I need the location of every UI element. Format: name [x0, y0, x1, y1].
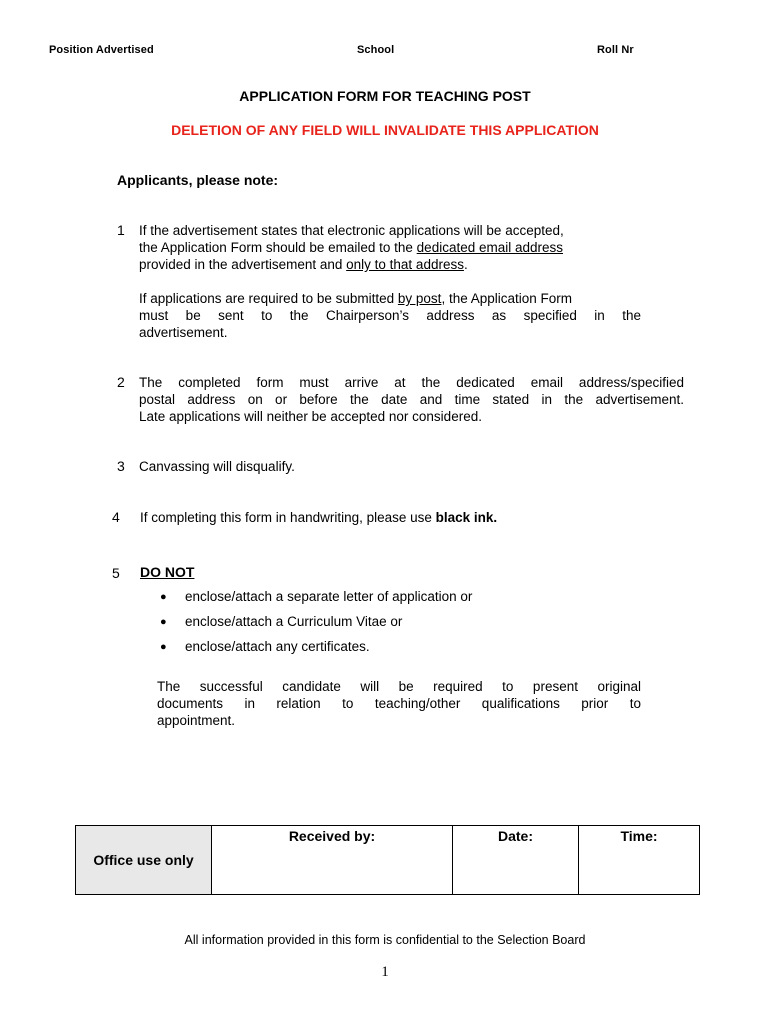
item-1-line-3: provided in the advertisement and only to that address. [139, 257, 468, 272]
notes-heading: Applicants, please note: [117, 172, 279, 188]
item-2-line-3: Late applications will neither be accepted nor considered. [139, 409, 482, 424]
item-1-post-line-2: must be sent to the Chairperson’s address as specified in the [139, 308, 641, 323]
office-use-label: Office use only [93, 852, 194, 868]
item-4-text: If completing this form in handwriting, please use black ink. [140, 510, 498, 525]
item-5-number: 5 [112, 565, 120, 581]
item-4-number: 4 [112, 509, 120, 525]
item-1-line-1: If the advertisement states that electronic applications will be accepted, [139, 223, 564, 238]
do-not-heading: DO NOT [140, 564, 195, 580]
dedicated-email-underlined: dedicated email address [416, 240, 564, 255]
date-cell[interactable] [453, 826, 579, 895]
school-label: School [357, 44, 395, 56]
bullet-icon: ● [160, 640, 167, 653]
item-3-number: 3 [117, 458, 125, 474]
only-address-underlined: only to that address [346, 257, 464, 272]
roll-nr-label: Roll Nr [597, 44, 634, 56]
deletion-warning: DELETION OF ANY FIELD WILL INVALIDATE THIS APPLICATION [171, 122, 599, 138]
bullet-icon: ● [160, 615, 167, 628]
closing-line-2: documents in relation to teaching/other qualifications prior to [157, 696, 641, 711]
confidentiality-footer: All information provided in this form is confidential to the Selection Board [184, 933, 586, 947]
list-item: ● enclose/attach a separate letter of application or [160, 589, 473, 604]
form-title: APPLICATION FORM FOR TEACHING POST [239, 88, 531, 104]
item-1-text [139, 222, 641, 273]
page-number: 1 [381, 964, 389, 980]
item-2-line-2: postal address on or before the date and time stated in the advertisement. [139, 392, 684, 407]
closing-line-1: The successful candidate will be required to present original [157, 679, 641, 694]
item-1-number: 1 [117, 222, 125, 238]
item-2-number: 2 [117, 374, 125, 390]
list-item: ● enclose/attach any certificates. [160, 639, 370, 654]
item-3-text: Canvassing will disqualify. [139, 459, 295, 474]
black-ink-bold: black ink. [435, 510, 498, 525]
office-use-table [75, 825, 700, 895]
closing-line-3: appointment. [157, 713, 236, 728]
office-use-label-cell [76, 826, 212, 895]
item-1-post-line-3: advertisement. [139, 325, 228, 340]
received-by-label: Received by: [288, 828, 376, 844]
position-advertised-label: Position Advertised [49, 44, 154, 56]
list-item: ● enclose/attach a Curriculum Vitae or [160, 614, 403, 629]
item-1-post-line-1: If applications are required to be submitted by post, the Application Form [139, 291, 573, 306]
item-1-line-2: the Application Form should be emailed to the dedicated email address [139, 240, 564, 255]
do-not-list [160, 584, 472, 659]
item-2-line-1: The completed form must arrive at the dedicated email address/specified [139, 375, 684, 390]
received-by-cell[interactable] [212, 826, 453, 895]
item-2-text [139, 374, 684, 425]
time-label: Time: [620, 828, 658, 844]
successful-candidate-note [157, 678, 641, 729]
bullet-icon: ● [160, 590, 167, 603]
by-post-underlined: by post [397, 291, 442, 306]
date-label: Date: [497, 828, 533, 844]
time-cell[interactable] [579, 826, 700, 895]
item-1-post-text [139, 290, 641, 341]
